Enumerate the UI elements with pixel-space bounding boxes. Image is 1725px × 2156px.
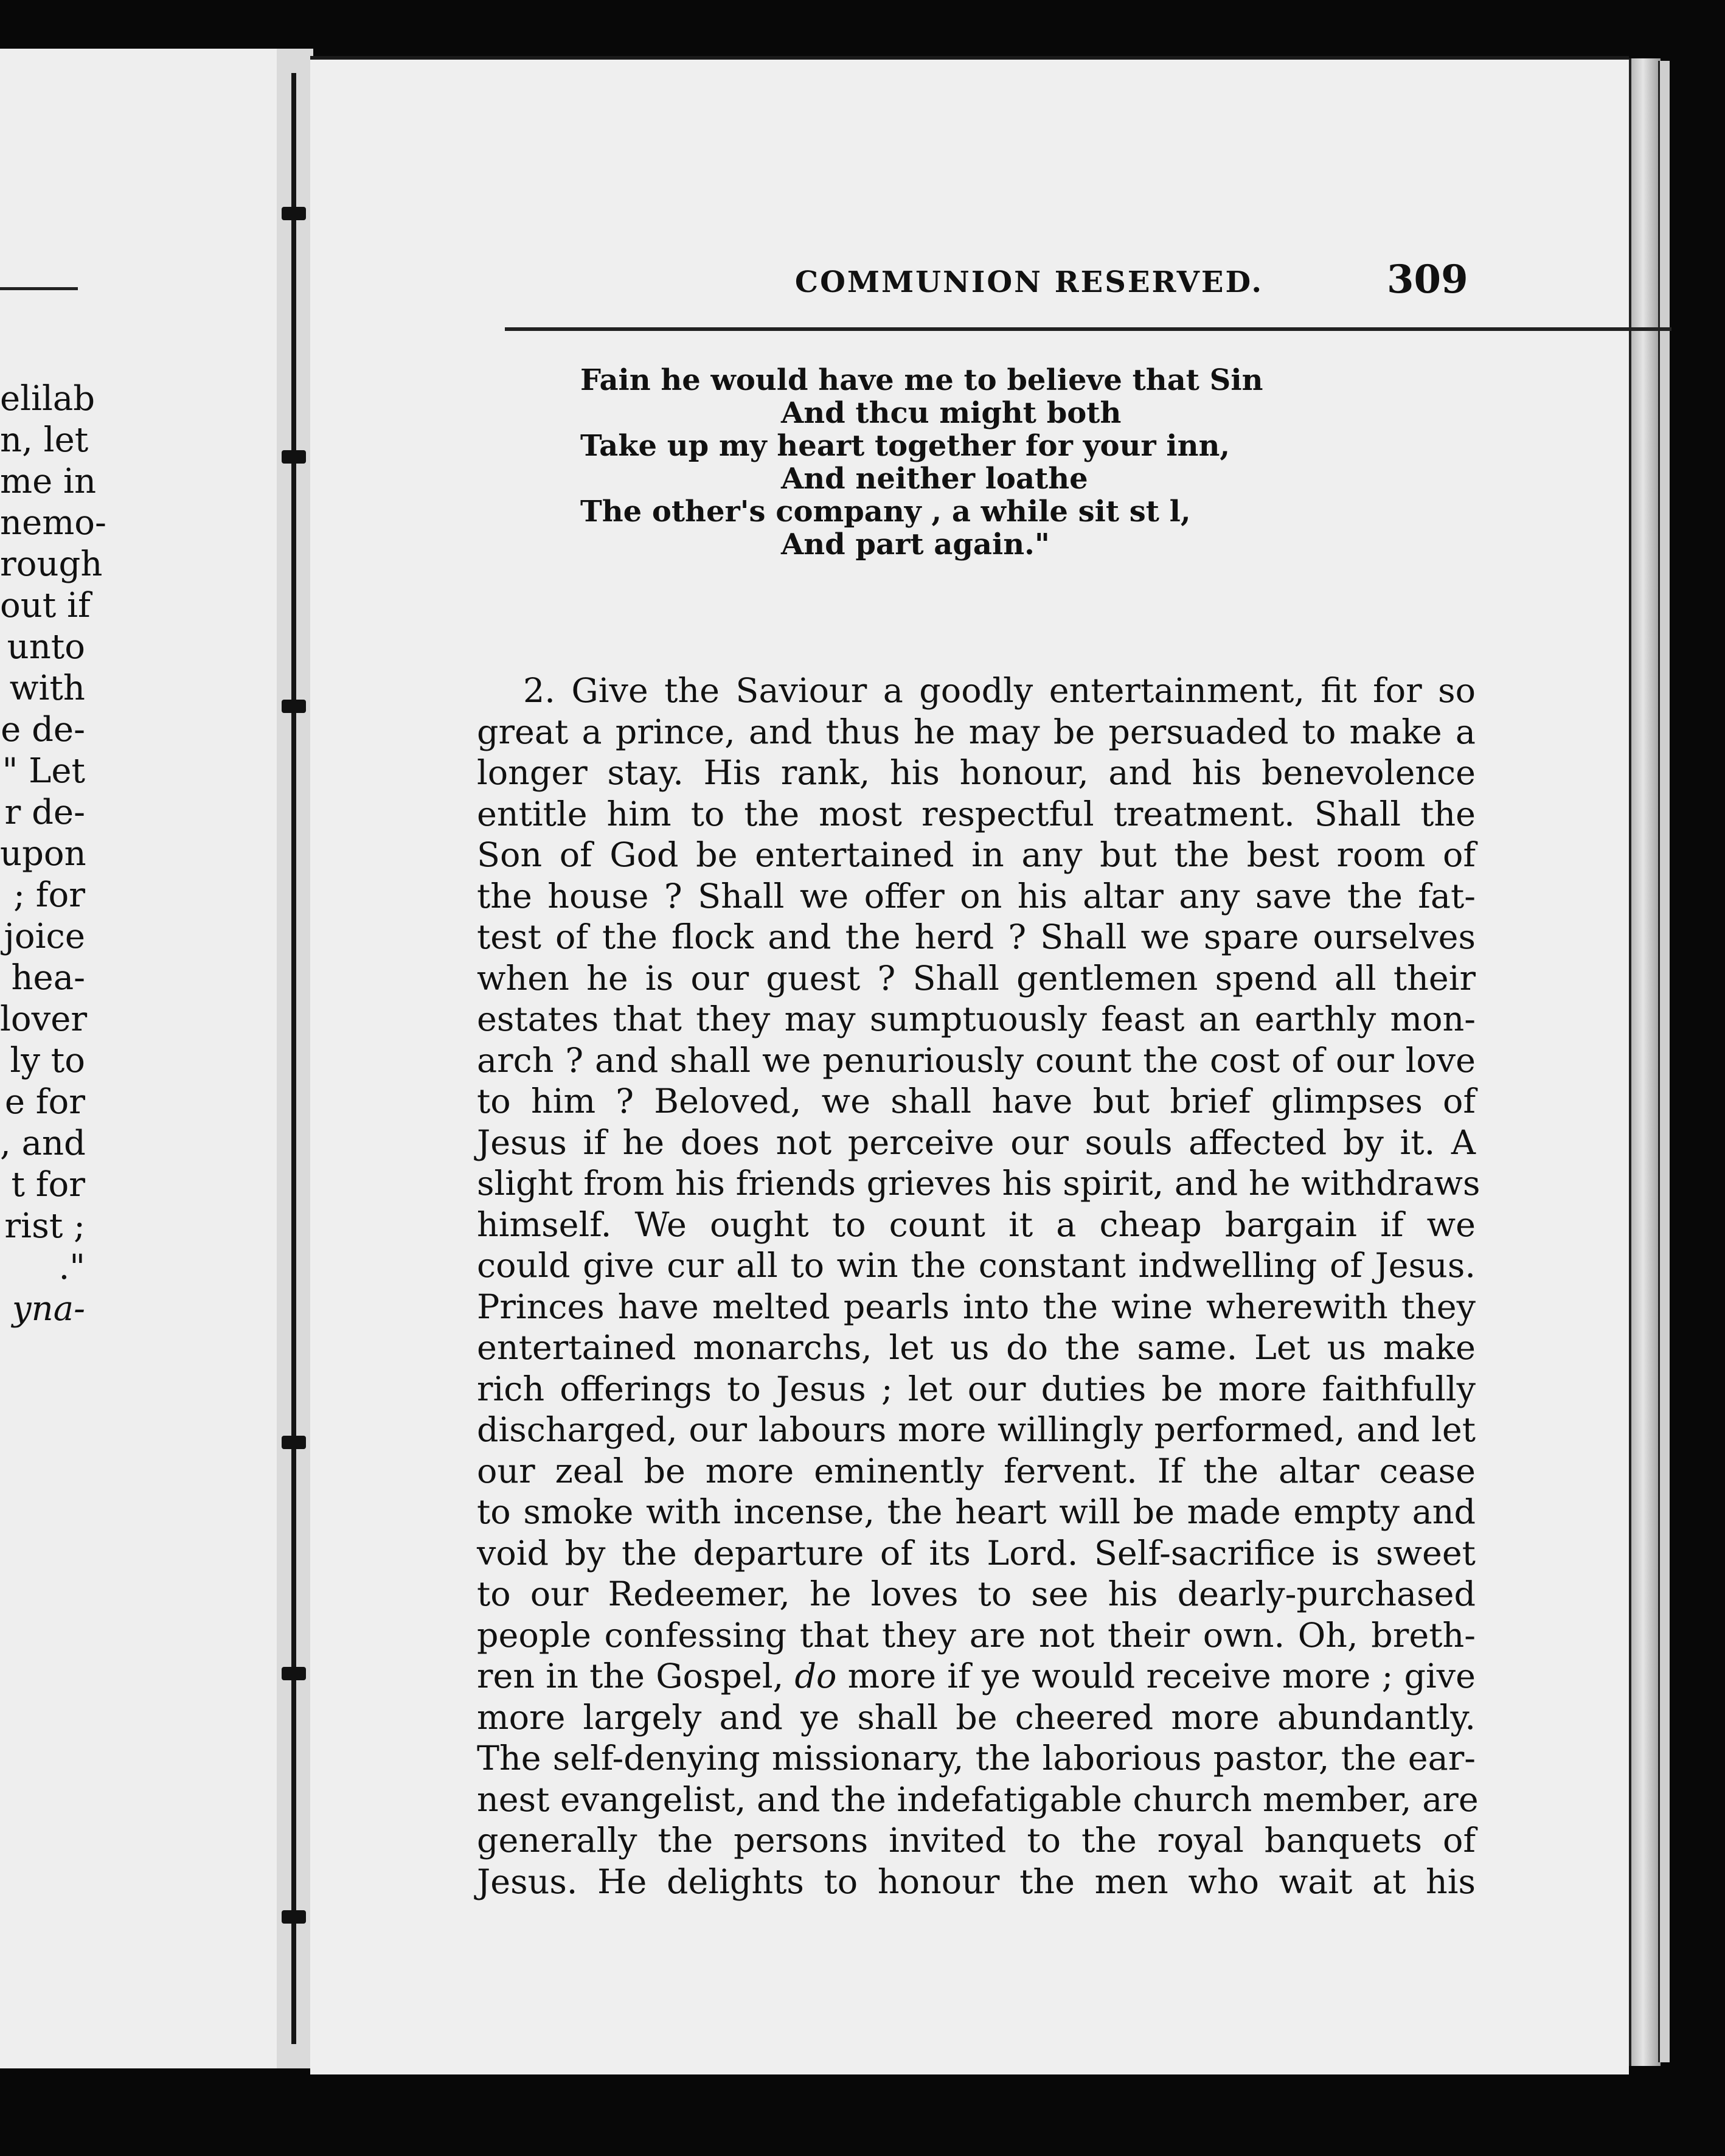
running-head-title: COMMUNION RESERVED.: [794, 265, 1264, 299]
previous-page-fragment: r de-: [4, 793, 85, 832]
paragraph-line: estates that they may sumptuously feast an earthly mon-: [477, 1000, 1476, 1039]
binding-stitch: [282, 700, 306, 713]
previous-page-fragment: ly to: [10, 1041, 85, 1080]
binding-stitch: [282, 1910, 306, 1924]
verse-quotation: [580, 364, 1566, 561]
paragraph-line: Jesus if he does not perceive our souls affected by it. A: [477, 1122, 1476, 1163]
paragraph-line: people confessing that they are not their own. Oh, breth-: [477, 1615, 1476, 1655]
previous-page-fragment: nemo-: [0, 503, 106, 543]
paragraph-line: The self-denying missionary, the laborious pastor, the ear-: [477, 1739, 1476, 1778]
paragraph-line: longer stay. His rank, his honour, and his benevolence: [477, 753, 1476, 793]
verse-line: And part again.": [781, 527, 1050, 562]
paragraph-line: entertained monarchs, let us do the same. Let us make: [477, 1328, 1476, 1368]
binding-thread: [291, 73, 296, 2044]
paragraph-line: Son of God be entertained in any but the best room of: [477, 835, 1476, 875]
verse-line: The other's company , a while sit st l,: [580, 495, 1191, 529]
paragraph-line: our zeal be more eminently fervent. If the altar cease: [477, 1451, 1476, 1491]
previous-page-fragment: rist ;: [4, 1206, 85, 1246]
paragraph-line: to smoke with incense, the heart will be made empty and: [477, 1492, 1476, 1532]
previous-page-fragment: e for: [4, 1082, 85, 1122]
emphasis: do: [794, 1657, 837, 1696]
binding-stitch: [282, 450, 306, 464]
paragraph-line: rich offerings to Jesus ; let our duties be more faithfully: [477, 1369, 1476, 1409]
previous-page-fragment: e de-: [1, 710, 85, 749]
paragraph-line: void by the departure of its Lord. Self-sacrifice is sweet: [477, 1533, 1476, 1573]
body-paragraph: [477, 670, 1480, 1902]
previous-page-fragment: elilab: [0, 379, 95, 419]
page-edge: [1658, 61, 1670, 2062]
verse-line: And thcu might both: [781, 396, 1122, 430]
previous-page: [0, 49, 296, 2068]
binding-stitch: [282, 207, 306, 220]
previous-page-fragment: out if: [0, 586, 91, 625]
previous-page-fragment: , and: [0, 1124, 86, 1163]
page-number: 309: [1387, 257, 1468, 302]
paragraph-line: could give cur all to win the constant indwelling of Jesus.: [477, 1246, 1476, 1285]
paragraph-line: great a prince, and thus he may be persuaded to make a: [477, 712, 1476, 752]
previous-page-fragment: t for: [11, 1165, 85, 1205]
running-head: [310, 258, 1629, 307]
previous-page-fragment: ; for: [13, 875, 85, 915]
previous-page-fragment: unto: [7, 627, 85, 667]
paragraph-line: when he is our guest ? Shall gentlemen spend all their: [477, 958, 1476, 998]
previous-page-fragment: lover: [0, 1000, 88, 1039]
paragraph-line: Princes have melted pearls into the wine wherewith they: [477, 1287, 1476, 1327]
previous-page-fragment: hea-: [11, 958, 85, 998]
paragraph-line: generally the persons invited to the royal banquets of: [477, 1821, 1476, 1860]
paragraph-line: entitle him to the most respectful treatment. Shall the: [477, 794, 1476, 834]
paragraph-line: to our Redeemer, he loves to see his dearly-purchased: [477, 1574, 1476, 1614]
previous-page-fragment: with: [9, 669, 85, 708]
binding-stitch: [282, 1436, 306, 1449]
paragraph-line: to him ? Beloved, we shall have but brief glimpses of: [477, 1082, 1476, 1121]
paragraph-line: himself. We ought to count it a cheap bargain if we: [477, 1205, 1476, 1245]
paragraph-line: the house ? Shall we offer on his altar any save the fat-: [477, 876, 1476, 916]
paragraph-line: ren in the Gospel, do more if ye would receive more ; give: [477, 1657, 1476, 1696]
paragraph-line: more largely and ye shall be cheered more abundantly.: [477, 1697, 1476, 1737]
verse-line: And neither loathe: [781, 462, 1088, 496]
previous-page-fragment: upon: [0, 834, 86, 874]
previous-page-fragment: me in: [0, 462, 97, 501]
previous-page-fragment: joice: [4, 917, 85, 956]
previous-page-fragment: " Let: [2, 751, 85, 791]
paragraph-line: slight from his friends grieves his spirit, and he withdraws: [477, 1164, 1480, 1203]
paragraph-line: test of the flock and the herd ? Shall we spare ourselves: [477, 917, 1476, 957]
previous-page-fragment: yna-: [12, 1289, 85, 1329]
previous-page-fragment: .": [58, 1248, 85, 1287]
previous-page-fragment: n, let: [0, 420, 89, 460]
paragraph-line: 2. Give the Saviour a goodly entertainment, fit for so: [523, 671, 1476, 711]
previous-page-rule: [0, 287, 78, 290]
verse-line: Take up my heart together for your inn,: [580, 429, 1230, 463]
paragraph-line: Jesus. He delights to honour the men who wait at his: [477, 1862, 1476, 1902]
paragraph-line: discharged, our labours more willingly performed, and let: [477, 1410, 1476, 1450]
page-edge: [1629, 58, 1661, 2066]
header-rule: [505, 327, 1671, 331]
previous-page-text-fragments: [0, 378, 106, 1330]
paragraph-line: arch ? and shall we penuriously count the cost of our love: [477, 1040, 1476, 1080]
binding-stitch: [282, 1667, 306, 1680]
book-page: [310, 56, 1629, 2074]
paragraph-line: nest evangelist, and the indefatigable church member, are: [477, 1779, 1479, 1820]
previous-page-fragment: rough: [0, 544, 103, 584]
book-spine: [277, 49, 313, 2068]
verse-line: Fain he would have me to believe that Sin: [580, 363, 1263, 397]
